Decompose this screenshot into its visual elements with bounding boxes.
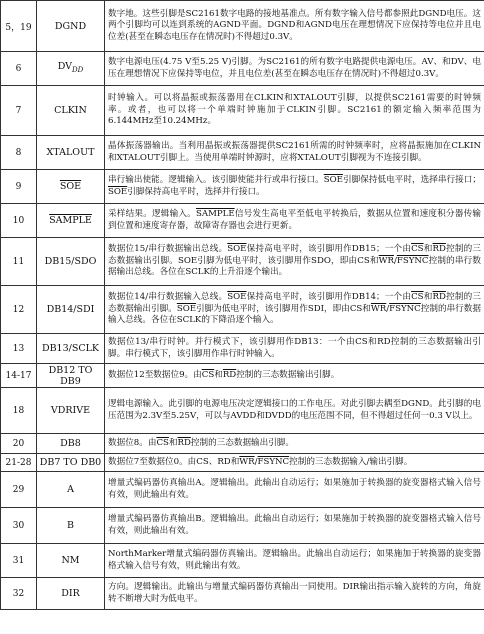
pin-number: 6 (1, 52, 37, 86)
table-row (1, 544, 484, 578)
pin-name: DB14/SDI (37, 286, 105, 334)
pin-number: 30 (1, 508, 37, 544)
pin-number: 5，19 (1, 1, 37, 52)
pin-number: 8 (1, 136, 37, 170)
table-row (1, 388, 484, 434)
table-row (1, 334, 484, 364)
pin-name: $\overline{SOE}$ (37, 170, 105, 204)
pin-number: 20 (1, 434, 37, 454)
table-row (1, 286, 484, 334)
table-row (1, 578, 484, 610)
pin-description: 数据位15/串行数据输出总线。$\overline{SOE}$保持高电平时，该引脚用作DB15；一个由$\overline{CS}$和$\overline{RD}$控制的三态数据输出引脚。SOE引脚为低电平时，该引脚用作SDO，即由CS和$\overline{WR}$/FSYNC控制的串行数据输出总线。各位在SCLK的上升沿逐个输出。 (105, 238, 484, 286)
pin-description: 数据位13/串行时钟。并行模式下，该引脚用作DB13：一个由CS和RD控制的三态数据输出引脚。串行模式下，该引脚用作串行时钟输入。 (105, 334, 484, 364)
pin-number: 7 (1, 86, 37, 136)
table-row (1, 434, 484, 454)
pin-name: A (37, 472, 105, 508)
pin-number: 9 (1, 170, 37, 204)
pin-name: SAMPLE (37, 204, 105, 238)
pin-description: 晶体振荡器输出。当利用晶振或振荡器提供SC2161所需的时钟频率时，应将晶振施加在CLKIN和XTALOUT引脚上。当使用单端时钟源时，应将XTALOUT引脚视为不连接引脚。 (105, 136, 484, 170)
pin-name: DB8 (37, 434, 105, 454)
table-row (1, 136, 484, 170)
pin-name: DB12 TO DB9 (37, 364, 105, 388)
pin-number: 10 (1, 204, 37, 238)
table-row (1, 472, 484, 508)
table-row (1, 52, 484, 86)
pin-description: 数据位14/串行数据输入总线。$\overline{SOE}$保持高电平时，该引脚用作DB14；一个由$\overline{CS}$和$\overline{RD}$控制的三态数据输出引脚。$\overline{SOE}$引脚为低电平时，该引脚用作SDI，即由CS和$\overline{WR}$/FSYNC控制的串行数据输入总线。各位在SCLK的下降沿逐个输入。 (105, 286, 484, 334)
pin-name: $DV_{DD}$ (37, 52, 105, 86)
pin-name: DB7 TO DB0 (37, 454, 105, 472)
pin-description: 数据位12至数据位9。由$\overline{CS}$和$\overline{RD}$控制的三态数据输出引脚。 (105, 364, 484, 388)
pin-description: 数据位7至数据位0。由CS、RD和$\overline{WR}$/FSYNC控制的三态数据输入/输出引脚。 (105, 454, 484, 472)
table-row (1, 1, 484, 52)
table-row (1, 170, 484, 204)
pin-description: 时钟输入。可以将晶振或振荡器用在CLKIN和XTALOUT引脚，以提供SC2161需要的时钟频率。或者，也可以将一个单端时钟施加于CLKIN引脚。SC2161的额定输入频率范围为6.144MHz至10.24MHz。 (105, 86, 484, 136)
pin-name: DB15/SDO (37, 238, 105, 286)
pin-number: 32 (1, 578, 37, 610)
pin-description: 增量式编码器仿真输出B。逻辑输出。此输出自动运行；如果施加于转换器的旋变器格式输入信号有效，则此输出有效。 (105, 508, 484, 544)
pin-table-body (1, 1, 484, 610)
pin-name: B (37, 508, 105, 544)
table-row (1, 508, 484, 544)
pin-name: XTALOUT (37, 136, 105, 170)
pin-description: 数字电源电压(4.75 V至5.25 V)引脚。为SC2161的所有数字电路提供电源电压。AV、和DV、电压在理想情况下应保持等电位，并且电位差(甚至在瞬态电压存在情况时)不得超过0.3V。 (105, 52, 484, 86)
pin-description: 串行输出使能。逻辑输入。该引脚使能并行或串行接口。$\overline{SOE}$引脚保持低电平时，选择串行接口；$\overline{SOE}$引脚保持高电平时，选择并行接口。 (105, 170, 484, 204)
table-row (1, 364, 484, 388)
pin-description: 数字地。这些引脚是SC2161数字电路的接地基准点。所有数字输入信号都参照此DGND电压。这两个引脚均可以连到系统的AGND平面。DGND和AGND电压在理想情况下应保持等电位并且电位差(甚至在瞬态电压存在情况时)不得超过0.3V。 (105, 1, 484, 52)
pin-number: 13 (1, 334, 37, 364)
pin-number: 11 (1, 238, 37, 286)
pin-number: 21-28 (1, 454, 37, 472)
pin-number: 12 (1, 286, 37, 334)
pin-number: 31 (1, 544, 37, 578)
pin-description: 方向。逻辑输出。此输出与增量式编码器仿真输出一同使用。DIR输出指示输入旋转的方向，角旋转不断增大时为低电平。 (105, 578, 484, 610)
pin-name: DB13/SCLK (37, 334, 105, 364)
pin-name: NM (37, 544, 105, 578)
pin-name: DGND (37, 1, 105, 52)
table-row (1, 204, 484, 238)
pin-description: 增量式编码器仿真输出A。逻辑输出。此输出自动运行；如果施加于转换器的旋变器格式输入信号有效，则此输出有效。 (105, 472, 484, 508)
table-row (1, 454, 484, 472)
pin-description: 数据位8。由$\overline{CS}$和$\overline{RD}$控制的三态数据输出引脚。 (105, 434, 484, 454)
table-row (1, 238, 484, 286)
pin-number: 29 (1, 472, 37, 508)
pin-name: DIR (37, 578, 105, 610)
pin-name: CLKIN (37, 86, 105, 136)
pin-description: NorthMarker增量式编码器仿真输出。逻辑输出。此输出自动运行；如果施加于转换器的旋变器格式输入信号有效，则此输出有效。 (105, 544, 484, 578)
pin-description: 采样结果。逻辑输入。SAMPLE信号发生高电平至低电平转换后，数据从位置和速度积分器传输到位置和速度寄存器，故障寄存器也会进行更新。 (105, 204, 484, 238)
pin-description: 逻辑电源输入。此引脚的电源电压决定逻辑接口的工作电压。对此引脚去耦至DGND。此引脚的电压范围为2.3V至5.25V，可以与AVDD和DVDD的电压范围不同，但不得超过任何一0.3 V以上。 (105, 388, 484, 434)
pin-name: VDRIVE (37, 388, 105, 434)
pin-number: 14-17 (1, 364, 37, 388)
pin-number: 18 (1, 388, 37, 434)
table-row (1, 86, 484, 136)
